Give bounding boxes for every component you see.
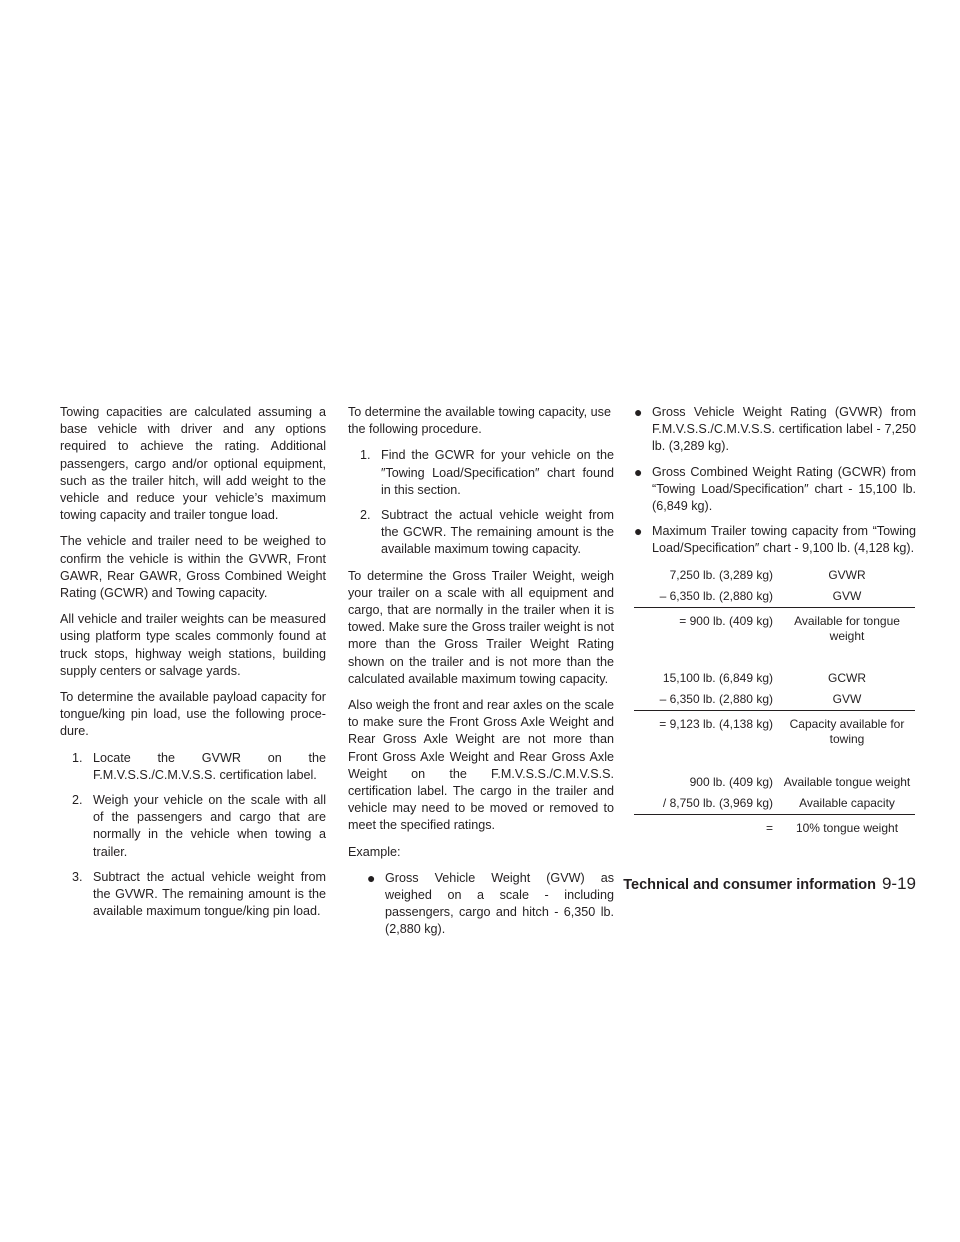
bullet-item [367,870,614,939]
bullet-text: Gross Vehicle Weight (GVW) as weighed on a scale - including passengers, cargo and hitch - 6,350 lb. (2,880 kg). [385,870,614,937]
rating-bullets [634,404,916,558]
paragraph: All vehicle and trailer weights can be measured using platform type scales commonly found at truck stops, highway weigh stations, building supply centers or salvage yards. [60,612,326,678]
calc-value: / 8,750 lb. (3,969 kg) [662,796,773,810]
bullet-item [634,464,916,516]
towing-steps [348,447,614,558]
calc-label: GVW [832,692,862,706]
calc-result-row [634,821,915,836]
calc-value: 7,250 lb. (3,289 kg) [669,568,773,582]
calc-value: 15,100 lb. (6,849 kg) [662,671,773,685]
bullet-item [634,523,916,557]
paragraph: The vehicle and trailer need to be weighed to confirm the vehicle is within the GVWR, Front GAWR, Rear GAWR, Gross Combined Weight Rating (GCWR) and Towing capacity. [60,534,326,601]
calc-value: – 6,350 lb. (2,880 kg) [659,692,773,706]
calc-value: = 9,123 lb. (4,138 kg) [659,717,773,731]
calc-value: 900 lb. (409 kg) [689,775,773,789]
paragraph: To determine the Gross Trailer Weight, weigh your trailer on a scale with all equipment and cargo, that are normally in the trailer when it is towed. Make sure the Gross trailer weight is not more than the Gross Trailer Weight Rating shown on the trailer and is not more than the calculated available maximum towing capacity. [348,568,614,686]
calc-value: = 900 lb. (409 kg) [679,614,773,628]
calc-label: GVWR [828,568,866,582]
step-number: 2. [72,793,83,808]
calc-row [634,671,915,686]
step-number: 1. [360,448,371,463]
example-label: Example: [348,844,401,859]
step-text: Subtract the actual vehicle weight from the GCWR. The remaining amount is the available maximum towing capacity. [381,508,614,557]
calc-row [634,692,915,711]
step-text: Find the GCWR for your vehicle on the ″Towing Load/Specification″ chart found in this section. [381,448,614,497]
calc-label: Available for tongue weight [794,614,900,643]
calc-result-row [634,614,915,644]
bullet-text: Gross Vehicle Weight Rating (GVWR) from F.M.V.S.S./C.M.V.S.S. certification label - 7,250 lb. (3,289 kg). [652,405,916,454]
step-number: 1. [72,750,83,765]
calc-label: 10% tongue weight [795,821,899,835]
calc-result-row [634,717,915,747]
bullet-dot-icon: ● [367,869,376,886]
column-middle [348,404,614,947]
step-text: Subtract the actual vehicle weight from the GVWR. The remaining amount is the available maximum tongue/king pin load. [93,869,326,919]
bullet-item [634,404,916,456]
calc-value: – 6,350 lb. (2,880 kg) [659,589,773,603]
step-item [60,869,326,921]
paragraph: To determine the available towing capacity, use the following procedure. [348,405,611,437]
calc-row [634,568,915,583]
step-text: Locate the GVWR on the F.M.V.S.S./C.M.V.S.S. certification label. [93,750,326,782]
example-bullets [348,870,614,939]
calc-label: GVW [832,589,862,603]
paragraph: Also weigh the front and rear axles on the scale to make sure the Front Gross Axle Weight and Rear Gross Axle Weight are not more than Front Gross Axle Weight and Rear Gross Axle Weight on the F.M.V.S.S./C.M.V.S.S. certification label. The cargo in the trailer and vehicle may need to be moved or removed to meet the specified ratings. [348,698,614,833]
weight-calculation [634,568,915,836]
column-right [634,404,916,566]
calc-label: Available tongue weight [783,775,911,789]
page-footer [593,874,916,894]
calc-label: GCWR [828,671,866,685]
paragraph: Towing capacities are calculated assuming a base vehicle with driver and any options required to achieve the rating. Additional passengers, cargo and/or optional equipment, such as the trailer hitch, will add weight to the vehicle and reduce your vehicle’s maximum towing capacity and trailer tongue load. [60,405,326,523]
calc-value: = [765,821,773,835]
bullet-dot-icon: ● [634,523,643,540]
bullet-dot-icon: ● [634,463,643,480]
bullet-dot-icon: ● [634,404,643,420]
calc-label: Available capacity [799,796,895,810]
calc-row [634,796,915,815]
bullet-text: Maximum Trailer towing capacity from “Towing Load/Specification″ chart - 9,100 lb. (4,128 kg). [652,524,916,556]
column-left [60,404,326,929]
payload-steps [60,750,326,921]
page-number: 9-19 [881,874,916,893]
step-item [348,447,614,499]
step-item [60,792,326,861]
calc-label: Capacity available for towing [789,717,905,746]
calc-row [634,589,915,608]
step-text: Weigh your vehicle on the scale with all of the passengers and cargo that are normally in the vehicle when towing a trailer. [93,793,326,859]
paragraph: To determine the available payload capacity for tongue/king pin load, use the following procedure. [60,690,326,739]
step-item [60,750,326,784]
step-number: 2. [360,508,371,523]
bullet-text: Gross Combined Weight Rating (GCWR) from “Towing Load/Specification″ chart - 15,100 lb. (6,849 kg). [652,464,916,514]
step-item [348,507,614,559]
step-number: 3. [72,869,83,884]
calc-row [634,775,915,790]
section-title: Technical and consumer information [623,877,876,893]
